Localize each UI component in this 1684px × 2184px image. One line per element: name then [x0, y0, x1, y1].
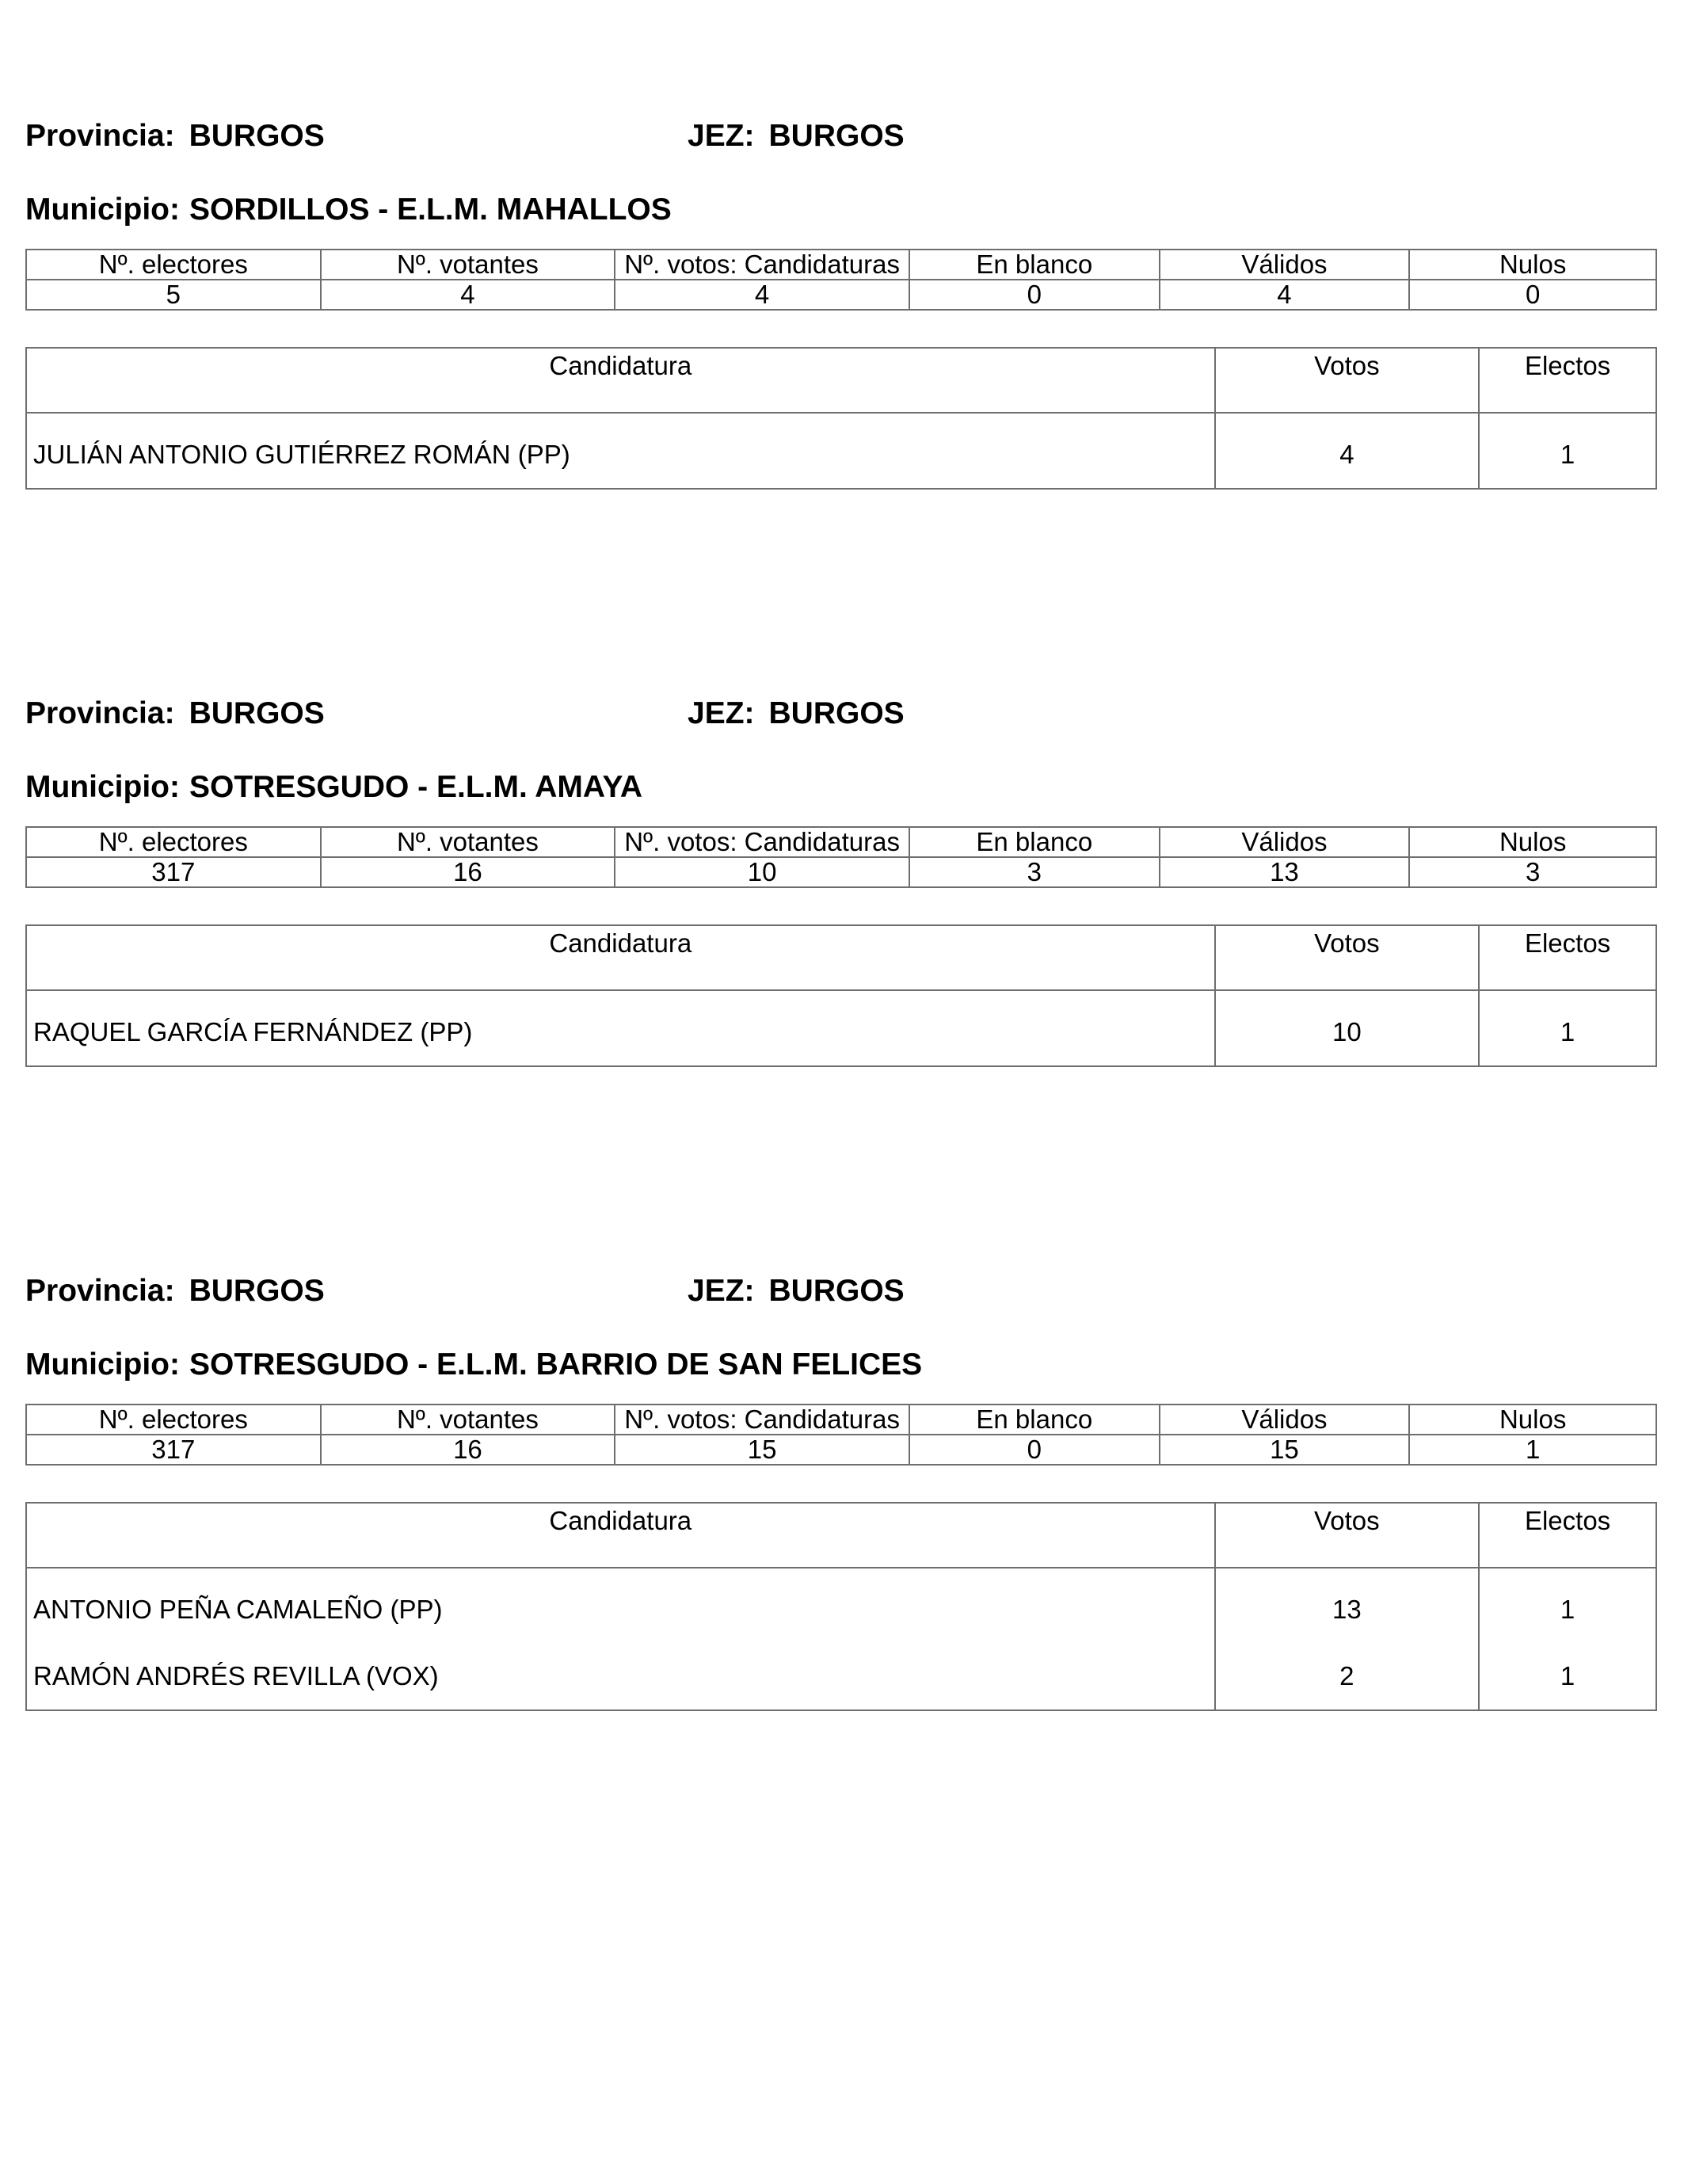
candidates-header-row — [26, 348, 1656, 413]
stats-header-cell: En blanco — [909, 1405, 1160, 1435]
candidate-elected-column — [1479, 1568, 1656, 1710]
province-line — [25, 695, 905, 733]
stats-value-cell: 0 — [909, 1435, 1160, 1465]
candidate-name: RAQUEL GARCÍA FERNÁNDEZ (PP) — [33, 1017, 473, 1046]
stats-header-cell: Válidos — [1160, 1405, 1410, 1435]
stats-value-cell: 3 — [909, 857, 1160, 887]
stats-value-cell: 5 — [26, 280, 321, 310]
stats-header-cell: Nulos — [1409, 1405, 1656, 1435]
municipality-line — [25, 768, 642, 806]
candidate-votes: 4 — [1339, 440, 1354, 469]
candidate-votes-column — [1215, 990, 1480, 1066]
candidate-elected: 1 — [1560, 440, 1575, 469]
candidate-name: RAMÓN ANDRÉS REVILLA (VOX) — [33, 1661, 439, 1690]
stats-value-cell: 1 — [1409, 1435, 1656, 1465]
stats-table — [25, 1404, 1657, 1466]
candidates-table — [25, 1502, 1657, 1711]
candidate-votes: 2 — [1339, 1661, 1354, 1690]
votos-header: Votos — [1215, 1503, 1480, 1568]
stats-value-cell: 16 — [321, 857, 615, 887]
stats-header-cell: Nulos — [1409, 827, 1656, 857]
stats-value-cell: 13 — [1160, 857, 1410, 887]
province-label: Provincia: — [25, 1274, 175, 1308]
candidates-table — [25, 924, 1657, 1067]
candidate-elected: 1 — [1560, 1661, 1575, 1690]
stats-value-cell: 3 — [1409, 857, 1656, 887]
votos-header: Votos — [1215, 348, 1480, 413]
stats-value-cell: 4 — [1160, 280, 1410, 310]
stats-table — [25, 826, 1657, 888]
stats-value-cell: 15 — [1160, 1435, 1410, 1465]
candidatura-header: Candidatura — [26, 1503, 1215, 1568]
candidate-votes: 10 — [1332, 1017, 1362, 1046]
province-label: Provincia: — [25, 696, 175, 730]
province-label: Provincia: — [25, 119, 175, 153]
candidatura-header: Candidatura — [26, 925, 1215, 990]
municipality-value: SOTRESGUDO - E.L.M. BARRIO DE SAN FELICES — [189, 1347, 923, 1382]
stats-header-cell: Válidos — [1160, 827, 1410, 857]
stats-header-cell: Válidos — [1160, 250, 1410, 280]
municipality-label: Municipio: — [25, 192, 180, 227]
candidate-votes-column — [1215, 1568, 1480, 1710]
municipality-line — [25, 1346, 922, 1384]
candidate-elected: 1 — [1560, 1595, 1575, 1624]
candidates-header-row — [26, 1503, 1656, 1568]
candidate-name: JULIÁN ANTONIO GUTIÉRREZ ROMÁN (PP) — [33, 440, 570, 469]
province-value: BURGOS — [189, 119, 325, 153]
jez-block — [688, 1272, 905, 1310]
candidate-votes-column — [1215, 413, 1480, 489]
jez-label: JEZ: — [688, 1274, 755, 1308]
stats-header-cell: Nº. electores — [26, 1405, 321, 1435]
stats-value-cell: 4 — [321, 280, 615, 310]
stats-value-cell: 0 — [1409, 280, 1656, 310]
votos-header: Votos — [1215, 925, 1480, 990]
candidate-name-column — [26, 990, 1215, 1066]
stats-header-cell: En blanco — [909, 827, 1160, 857]
jez-label: JEZ: — [688, 696, 755, 730]
province-line — [25, 1272, 905, 1310]
candidate-name-column — [26, 413, 1215, 489]
municipality-value: SORDILLOS - E.L.M. MAHALLOS — [189, 192, 672, 227]
province-line — [25, 117, 905, 155]
jez-label: JEZ: — [688, 119, 755, 153]
stats-header-cell: Nº. votos: Candidaturas — [615, 250, 909, 280]
jez-block — [688, 695, 905, 733]
candidate-name: ANTONIO PEÑA CAMALEÑO (PP) — [33, 1595, 443, 1624]
candidatura-header: Candidatura — [26, 348, 1215, 413]
candidate-elected-column — [1479, 413, 1656, 489]
electos-header: Electos — [1479, 1503, 1656, 1568]
stats-value-cell: 4 — [615, 280, 909, 310]
stats-header-row — [26, 250, 1656, 280]
stats-value-cell: 10 — [615, 857, 909, 887]
candidate-votes: 13 — [1332, 1595, 1362, 1624]
stats-value-row — [26, 1435, 1656, 1465]
municipality-line — [25, 191, 672, 229]
municipality-label: Municipio: — [25, 1347, 180, 1382]
jez-value: BURGOS — [768, 696, 905, 730]
stats-header-cell: Nº. votos: Candidaturas — [615, 1405, 909, 1435]
municipality-label: Municipio: — [25, 770, 180, 804]
stats-value-cell: 15 — [615, 1435, 909, 1465]
electos-header: Electos — [1479, 348, 1656, 413]
municipality-value: SOTRESGUDO - E.L.M. AMAYA — [189, 770, 643, 804]
candidates-body-row — [26, 990, 1656, 1066]
jez-block — [688, 117, 905, 155]
stats-value-cell: 16 — [321, 1435, 615, 1465]
candidates-header-row — [26, 925, 1656, 990]
stats-header-cell: Nº. electores — [26, 827, 321, 857]
jez-value: BURGOS — [768, 119, 905, 153]
stats-table — [25, 249, 1657, 311]
candidate-elected: 1 — [1560, 1017, 1575, 1046]
stats-value-cell: 317 — [26, 1435, 321, 1465]
candidate-elected-column — [1479, 990, 1656, 1066]
candidates-body-row — [26, 1568, 1656, 1710]
stats-header-cell: Nº. votos: Candidaturas — [615, 827, 909, 857]
stats-header-cell: En blanco — [909, 250, 1160, 280]
province-value: BURGOS — [189, 696, 325, 730]
stats-header-cell: Nº. votantes — [321, 1405, 615, 1435]
stats-value-cell: 0 — [909, 280, 1160, 310]
candidates-body-row — [26, 413, 1656, 489]
province-value: BURGOS — [189, 1274, 325, 1308]
candidate-name-column — [26, 1568, 1215, 1710]
stats-header-cell: Nº. electores — [26, 250, 321, 280]
candidates-table — [25, 347, 1657, 490]
stats-header-cell: Nulos — [1409, 250, 1656, 280]
stats-value-row — [26, 280, 1656, 310]
stats-header-row — [26, 1405, 1656, 1435]
jez-value: BURGOS — [768, 1274, 905, 1308]
electos-header: Electos — [1479, 925, 1656, 990]
stats-value-cell: 317 — [26, 857, 321, 887]
stats-header-row — [26, 827, 1656, 857]
stats-header-cell: Nº. votantes — [321, 250, 615, 280]
stats-value-row — [26, 857, 1656, 887]
stats-header-cell: Nº. votantes — [321, 827, 615, 857]
